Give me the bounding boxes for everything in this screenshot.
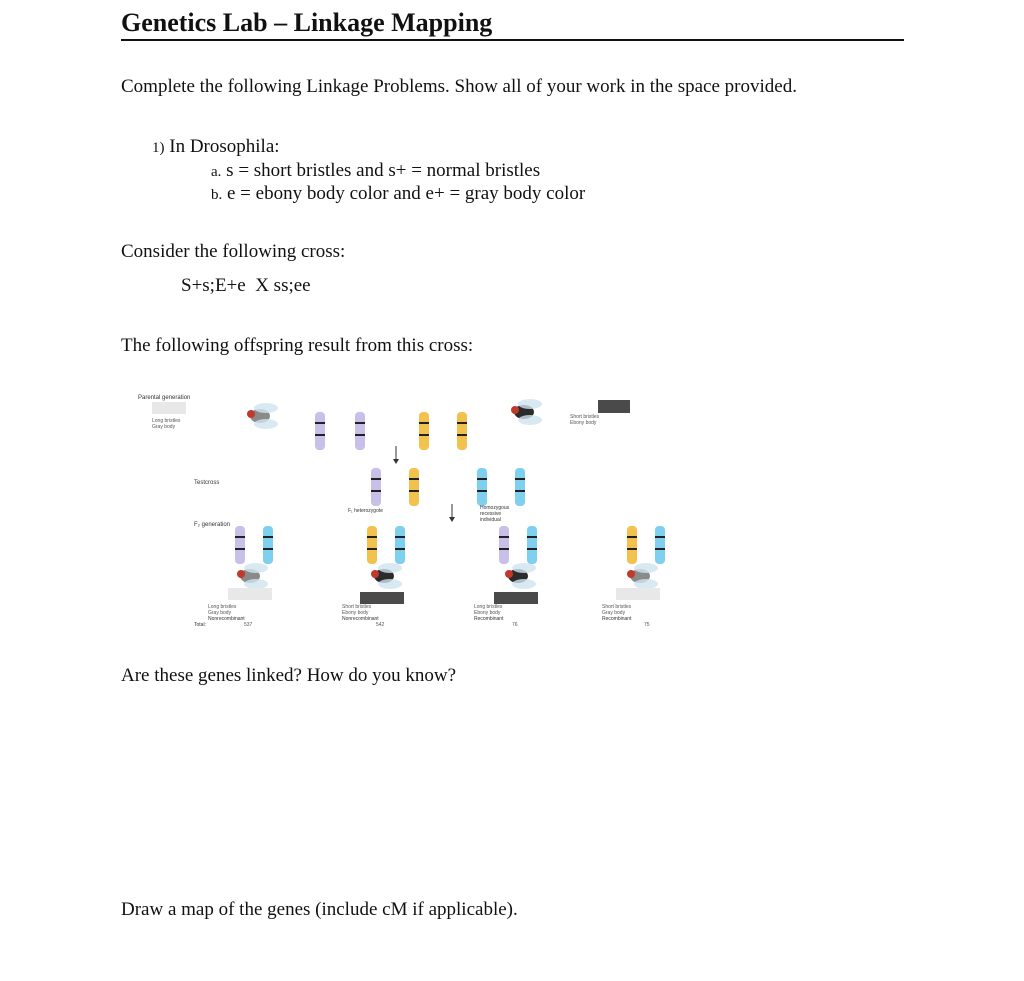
chromosome-blue: [263, 526, 273, 564]
offspring-fly-icon: [627, 563, 658, 589]
parent2-label-2: Ebony body: [570, 420, 597, 426]
chromosome-blue: [655, 526, 665, 564]
recessive-label-2: recessive: [480, 511, 502, 517]
recessive-label-3: individual: [480, 517, 501, 523]
offspring-pattern-box: [616, 588, 660, 600]
chromosome-lavender: [235, 526, 245, 564]
offspring-3-line2: Ebony body: [474, 610, 501, 616]
page-title: Genetics Lab – Linkage Mapping: [121, 8, 493, 37]
chromosome-lavender: [315, 412, 325, 450]
problem-item-b: [211, 183, 585, 205]
cross-label: Consider the following cross:: [121, 241, 346, 262]
chromosome-gold: [627, 526, 637, 564]
offspring-2-line2: Ebony body: [342, 610, 369, 616]
offspring-label: The following offspring result from this cross:: [121, 335, 474, 356]
chromosome-gold: [457, 412, 467, 450]
offspring-1-line2: Gray body: [208, 610, 232, 616]
offspring-4-count: 75: [644, 622, 650, 628]
chromosome-gold: [409, 468, 419, 506]
offspring-2-line1: Short bristles: [342, 604, 372, 610]
chromosome-lavender: [371, 468, 381, 506]
item-text: e = ebony body color and e+ = gray body color: [227, 183, 586, 204]
offspring-4-line2: Gray body: [602, 610, 626, 616]
chromosome-blue: [395, 526, 405, 564]
instructions: Complete the following Linkage Problems. Show all of your work in the space provided.: [121, 76, 797, 97]
chromosome-gold: [419, 412, 429, 450]
parent1-fly-icon: [247, 403, 278, 429]
chromosome-lavender: [499, 526, 509, 564]
parent2-fly-icon: [511, 399, 542, 425]
f1-heterozygote-label: F₁ heterozygote: [348, 508, 384, 514]
arrow-head-icon: [393, 459, 399, 464]
parent1-label-1: Long bristles: [152, 418, 181, 424]
offspring-4-type: Recombinant: [602, 616, 632, 622]
offspring-4-line1: Short bristles: [602, 604, 632, 610]
testcross-label: Testcross: [194, 480, 220, 486]
offspring-fly-icon: [237, 563, 268, 589]
parent2-label-1: Short bristles: [570, 414, 600, 420]
item-text: s = short bristles and s+ = normal bristles: [226, 160, 541, 181]
parental-generation-label: Parental generation: [138, 395, 191, 401]
parent1-pattern-box: [152, 402, 186, 414]
chromosome-gold: [367, 526, 377, 564]
offspring-fly-icon: [505, 563, 536, 589]
problem-intro: In Drosophila:: [169, 136, 280, 157]
chromosome-blue: [477, 468, 487, 506]
linkage-figure: [132, 388, 692, 628]
offspring-pattern-box: [494, 592, 538, 604]
recessive-label-1: Homozygous: [480, 505, 510, 511]
problem-number: 1): [152, 140, 165, 156]
cross-formula: S+s;E+e X ss;ee: [181, 275, 311, 296]
item-marker: b.: [211, 187, 223, 203]
question-map: Draw a map of the genes (include cM if applicable).: [121, 899, 518, 920]
total-label: Total:: [194, 622, 206, 628]
offspring-2-count: 542: [376, 622, 385, 628]
item-marker: a.: [211, 164, 222, 180]
problem-1-heading: [152, 136, 280, 158]
offspring-1-line1: Long bristles: [208, 604, 237, 610]
offspring-pattern-box: [360, 592, 404, 604]
arrow-head-icon: [449, 517, 455, 522]
offspring-2-type: Nonrecombinant: [342, 616, 379, 622]
problem-item-a: [211, 160, 540, 182]
chromosome-blue: [515, 468, 525, 506]
offspring-pattern-box: [228, 588, 272, 600]
offspring-3-line1: Long bristles: [474, 604, 503, 610]
offspring-fly-icon: [371, 563, 402, 589]
title-underline: [121, 39, 904, 41]
offspring-3-type: Recombinant: [474, 616, 504, 622]
parent1-label-2: Gray body: [152, 424, 176, 430]
question-linked: Are these genes linked? How do you know?: [121, 665, 457, 686]
offspring-1-type: Nonrecombinant: [208, 616, 245, 622]
f2-generation-label: F₂ generation: [194, 522, 231, 528]
offspring-3-count: 76: [512, 622, 518, 628]
chromosome-blue: [527, 526, 537, 564]
chromosome-lavender: [355, 412, 365, 450]
parent2-pattern-box: [598, 400, 630, 413]
offspring-1-count: 537: [244, 622, 253, 628]
